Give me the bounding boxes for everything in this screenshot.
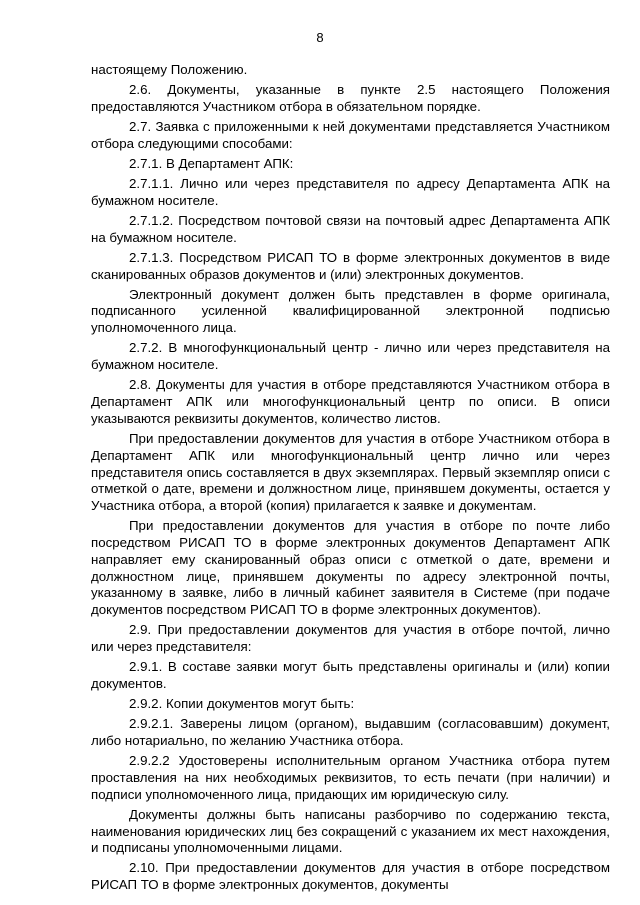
document-body — [91, 62, 610, 897]
page-number: 8 — [316, 30, 324, 45]
paragraph-mail-submission: При предоставлении документов для участия в отборе по почте либо посредством РИСАП ТО в форме электронных документов Департамент АПК направляет ему сканированный образ описи с отметкой о дате, времени и должностном лице, принявшем документы по адресу электронной почты, указанному в заявке, либо в личный кабинет заявителя в Системе (при подаче документов посредством РИСАП ТО в форме электронных документов). — [91, 518, 610, 618]
paragraph-2-7-1: 2.7.1. В Департамент АПК: — [129, 155, 294, 171]
paragraph-2-10: 2.10. При предоставлении документов для участия в отборе посредством РИСАП ТО в форме электронных документов, документы — [91, 860, 610, 893]
paragraph-electronic-document: Электронный документ должен быть представлен в форме оригинала, подписанного усиленной квалифицированной электронной подписью уполномоченного лица. — [91, 286, 610, 336]
paragraph-2-9-2: 2.9.2. Копии документов могут быть: — [129, 696, 355, 712]
paragraph-2-7-1-1: 2.7.1.1. Лично или через представителя по адресу Департамента АПК на бумажном носителе. — [91, 175, 610, 208]
paragraph-2-7-1-3: 2.7.1.3. Посредством РИСАП ТО в форме электронных документов в виде сканированных образов документов и (или) электронных документов. — [91, 249, 610, 282]
paragraph-2-6: 2.6. Документы, указанные в пункте 2.5 настоящего Положения предоставляются Участником отбора в обязательном порядке. — [91, 82, 610, 114]
paragraph-2-8: 2.8. Документы для участия в отборе представляются Участником отбора в Департамент АПК или многофункциональный центр по описи. В описи указываются реквизиты документов, количество листов. — [91, 377, 610, 426]
paragraph-2-9-2-1: 2.9.2.1. Заверены лицом (органом), выдавшим (согласовавшим) документ, либо нотариально, по желанию Участника отбора. — [91, 716, 610, 748]
paragraph-legibility: Документы должны быть написаны разборчиво по содержанию текста, наименования юридических лиц без сокращений с указанием их мест нахождения, и подписаны уполномоченными лицами. — [91, 806, 610, 856]
paragraph-2-7: 2.7. Заявка с приложенными к ней документами представляется Участником отбора следующими способами: — [91, 118, 610, 151]
paragraph-personal-submission: При предоставлении документов для участия в отборе Участником отбора в Департамент АПК или многофункциональный центр лично или через представителя опись составляется в двух экземплярах. Первый экземпляр описи с отметкой о дате, времени и должностном лице, принявшем документы, остается у Участника отбора, а второй (копия) прилагается к заявке и документам. — [91, 430, 610, 514]
paragraph-2-9-2-2: 2.9.2.2 Удостоверены исполнительным органом Участника отбора путем проставления на них необходимых реквизитов, то есть печати (при наличии) и подписи уполномоченного лица, придающих им юридическую силу. — [91, 753, 610, 802]
paragraph-2-9-1: 2.9.1. В составе заявки могут быть представлены оригиналы и (или) копии документов. — [91, 659, 610, 691]
paragraph-2-7-1-2: 2.7.1.2. Посредством почтовой связи на почтовый адрес Департамента АПК на бумажном носителе. — [91, 212, 610, 245]
paragraph-2-9: 2.9. При предоставлении документов для участия в отборе почтой, лично или через представителя: — [91, 622, 610, 655]
paragraph-2-7-2: 2.7.2. В многофункциональный центр - лично или через представителя на бумажном носителе. — [91, 340, 610, 373]
paragraph-continuation: настоящему Положению. — [91, 62, 248, 77]
